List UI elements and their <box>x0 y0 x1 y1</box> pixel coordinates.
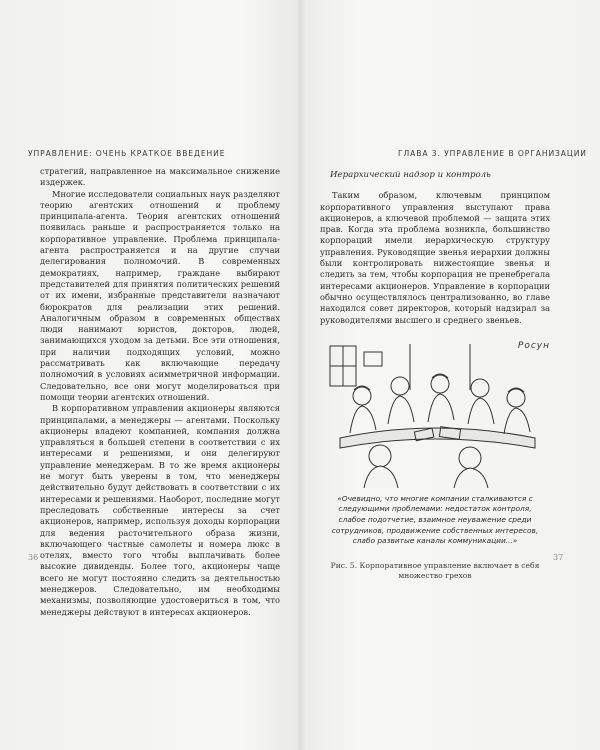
left-paragraph-3: В корпоративном управлении акционеры являются принципалами, а менеджеры — агентами. Поскольку акционеры владеют компанией, компания должна управляться в большей степени в соответствии с их интересами и решениями, и они делегируют управление менеджерам. В то же время акционеры не могут быть уверены в том, что менеджеры действительно будут действовать в соответствии с их интересами и решениями. Наоборот, последние могут преследовать собственные интересы за счет акционеров, например, используя доходы корпорации для ведения расточительного образа жизни, включающего частные самолеты и номера люкс в отелях, вместо того чтобы выплачивать более высокие дивиденды. Более того, акционеры чаще всего не могут постоянно следить за деятельностью менеджеров. Следовательно, им необходимы механизмы, позволяющие удостовериться в том, что менеджеры действуют в интересах акционеров. <box>40 403 280 617</box>
left-page-number: 36 <box>28 553 39 562</box>
right-paragraph: Таким образом, ключевым принципом корпоративного управления выступают права акционеров, а ключевой проблемой — защита этих прав. Когда эта проблема возникла, большинство корпораций имели иерархическую структуру управления. Руководящие звенья иерархии должны были контролировать нижестоящие звенья и следить за тем, чтобы корпорация не пренебрегала интересами акционеров. Управление в корпорации обычно осуществлялось централизованно, во главе находился совет директоров, который надзирал за руководителями высшего и среднего звеньев. <box>320 190 550 325</box>
right-page-number: 37 <box>553 553 564 562</box>
cartoon-drawing <box>320 338 550 488</box>
cartoon-illustration <box>320 338 550 488</box>
left-running-head: УПРАВЛЕНИЕ: ОЧЕНЬ КРАТКОЕ ВВЕДЕНИЕ <box>28 149 226 158</box>
left-paragraph-2: Многие исследователи социальных наук разделяют теорию агентских отношений и проблему принципала-агента. Теория агентских отношений появилась раньше и распространяется только на корпоративное управление. Проблема принципала-агента распространяется и на другие случаи делегирования полномочий. В современных демократиях, например, граждане выбирают представителей для принятия политических решений от их имени, избранные представители назначают бюрократов для реализации этих решений. Аналогичным образом в современных обществах люди нанимают юристов, докторов, людей, занимающихся уходом за детьми. Все эти отношения, при наличии подходящих условий, можно рассматривать как включающие передачу полномочий в условиях асимметричной информации. Следовательно, все они могут моделироваться при помощи теории агентских отношений. <box>40 188 280 402</box>
right-page-text <box>320 166 550 581</box>
right-running-head: ГЛАВА 3. УПРАВЛЕНИЕ В ОРГАНИЗАЦИИ <box>398 149 587 158</box>
cartoon-caption: «Очевидно, что многие компании сталкиваются с следующими проблемами: недостаток контроля, слабое подотчетие, взаимное неуважение среди сотрудников, продвижение собственных интересов, слабо развитые каналы коммуникации...» <box>331 493 539 546</box>
figure-caption: Рис. 5. Корпоративное управление включает в себя множество грехов <box>330 560 540 581</box>
left-paragraph-1: стратегий, направленное на максимальное снижение издержек. <box>40 166 280 188</box>
cartoonist-signature: Росун <box>517 340 550 351</box>
section-heading: Иерархический надзор и контроль <box>330 170 491 180</box>
left-page-text <box>40 166 280 618</box>
